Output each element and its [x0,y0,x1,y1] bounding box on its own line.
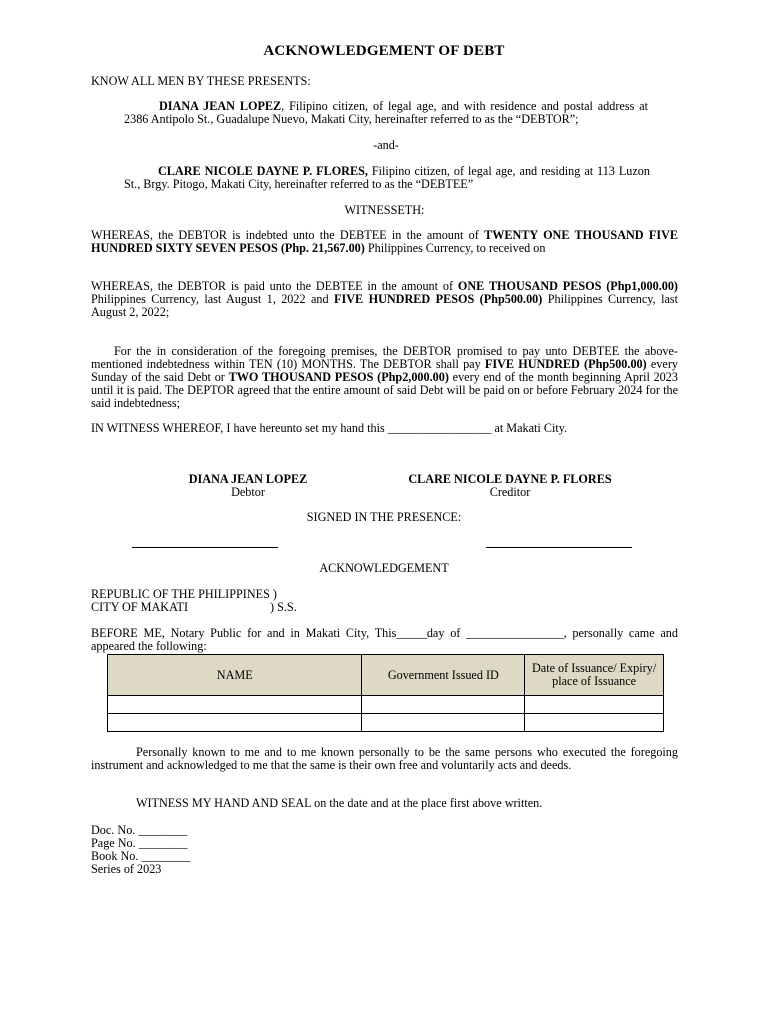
whereas2-amount-2: FIVE HUNDRED PESOS (Php500.00) [334,292,543,306]
identification-table [107,654,664,732]
witness-signature-line-1 [132,547,278,548]
republic-line: REPUBLIC OF THE PHILIPPINES ) [91,587,277,601]
table-cell [108,696,362,714]
city-ss: ) S.S. [270,600,297,614]
table-cell [108,714,362,732]
acknowledgement-heading: ACKNOWLEDGEMENT [319,561,449,575]
table-row [108,714,664,732]
consideration-text-1: For the in consideration of the foregoing premises, the DEBTOR promised to pay unto DEBTEE the above-mentioned indebtedness within TEN (10) MONTHS. The DEBTOR shall pay [91,344,678,371]
table-cell [362,714,525,732]
intro-line: KNOW ALL MEN BY THESE PRESENTS: [91,74,311,88]
in-witness-line: IN WITNESS WHEREOF, I have hereunto set my hand this _________________ at Makati City. [91,421,568,435]
series-line: Series of 2023 [91,862,162,876]
signatory-debtor-role: Debtor [231,485,265,499]
debtor-paragraph [124,100,648,126]
consideration-paragraph [91,345,678,410]
personally-known-paragraph: Personally known to me and to me known personally to be the same persons who executed the foregoing instrument and acknowledged to me that the same is their own free and voluntarily acts and deeds. [91,745,678,772]
table-row [108,696,664,714]
column-header-name: NAME [108,655,362,696]
table-cell [525,696,664,714]
witness-hand-line: WITNESS MY HAND AND SEAL on the date and at the place first above written. [136,796,543,810]
document-title: ACKNOWLEDGEMENT OF DEBT [263,43,505,59]
signatory-creditor [380,473,640,499]
and-separator: -and- [373,138,399,152]
column-header-government-id: Government Issued ID [362,655,525,696]
whereas2-text-1: WHEREAS, the DEBTOR is paid unto the DEBTEE in the amount of [91,279,458,293]
whereas-indebted-paragraph [91,229,678,255]
before-me-paragraph: BEFORE ME, Notary Public for and in Makati City, This_____day of ________________, personally came and appeared the following: [91,626,678,653]
whereas2-text-2: Philippines Currency, last August 1, 2022 and [91,292,335,306]
page-no-line: Page No. ________ [91,836,188,850]
book-no-line: Book No. ________ [91,849,191,863]
city-name: CITY OF MAKATI [91,600,189,614]
signed-presence-line: SIGNED IN THE PRESENCE: [306,510,462,524]
doc-entries [91,824,678,876]
table-cell [362,696,525,714]
whereas2-text-3: Philippines Currency, last August 2, 2022; [91,292,678,319]
city-line [91,601,678,614]
consideration-text-2: every Sunday of the said Debt or [91,357,678,384]
whereas1-text-2: Philippines Currency, to received on [364,241,546,255]
whereas1-amount: TWENTY ONE THOUSAND FIVE HUNDRED SIXTY SEVEN PESOS (Php. 21,567.00) [91,228,678,255]
witnesseth-heading: WITNESSETH: [344,203,425,217]
column-header-date-of-issuance: Date of Issuance/ Expiry/ place of Issuance [525,655,664,696]
signatory-creditor-role: Creditor [489,485,531,499]
whereas-paid-paragraph [91,280,678,319]
consideration-text-3: every end of the month beginning April 2023 until it is paid. The DEPTOR agreed that the entire amount of said Debt will be paid on or before February 2024 for the said indebtedness; [91,370,678,410]
debtee-description: Filipino citizen, of legal age, and residing at 113 Luzon St., Brgy. Pitogo, Makati City, hereinafter referred to as the “DEBTEE” [124,164,650,191]
whereas1-text-1: WHEREAS, the DEBTOR is indebted unto the DEBTEE in the amount of [91,228,485,242]
debtor-description: , Filipino citizen, of legal age, and with residence and postal address at 2386 Antipolo St., Guadalupe Nuevo, Makati City, hereinafter referred to as the “DEBTOR”; [124,99,648,126]
debtee-paragraph [124,165,650,191]
table-cell [525,714,664,732]
witness-signature-line-2 [486,547,632,548]
debtor-name: DIANA JEAN LOPEZ [159,99,282,113]
signatory-debtor-name: DIANA JEAN LOPEZ [188,472,308,486]
consideration-amount-2: TWO THOUSAND PESOS (Php2,000.00) [228,370,449,384]
signatory-creditor-name: CLARE NICOLE DAYNE P. FLORES [408,472,612,486]
table-header-row [108,655,664,696]
whereas2-amount-1: ONE THOUSAND PESOS (Php1,000.00) [457,279,678,293]
signatory-debtor [148,473,348,499]
consideration-amount-1: FIVE HUNDRED (Php500.00) [484,357,647,371]
debtee-name: CLARE NICOLE DAYNE P. FLORES, [158,164,368,178]
doc-no-line: Doc. No. ________ [91,823,188,837]
